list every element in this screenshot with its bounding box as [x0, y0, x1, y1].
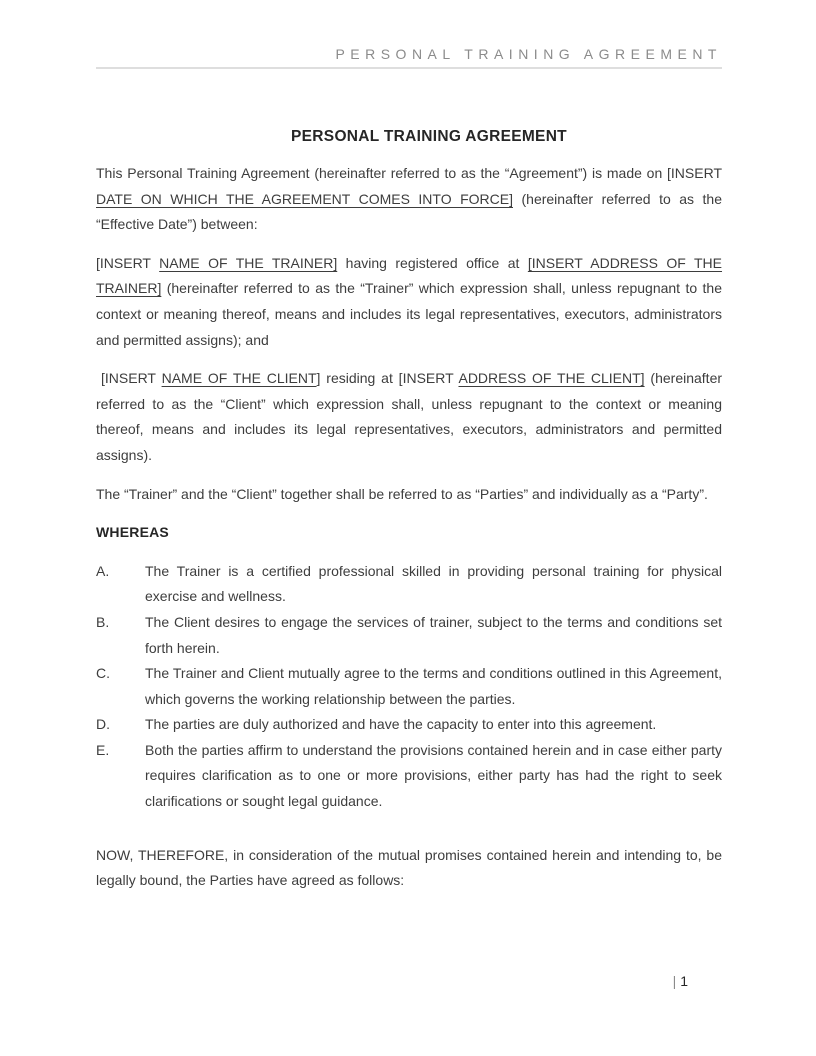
- text-run: This Personal Training Agreement (hereinafter referred to as the “Agreement”) is made on [INSERT: [96, 165, 722, 181]
- recital-list: [96, 559, 722, 815]
- recital-marker: C.: [96, 665, 110, 682]
- page-number-separator: |: [672, 973, 677, 989]
- recital-text: The Trainer and Client mutually agree to the terms and conditions outlined in this Agreement, which governs the working relationship between the parties.: [145, 665, 722, 707]
- recital-item-a: [96, 559, 722, 610]
- page-number-value: 1: [680, 973, 688, 989]
- recital-item-d: [96, 712, 722, 738]
- recital-marker: B.: [96, 613, 110, 630]
- running-header: PERSONAL TRAINING AGREEMENT: [335, 46, 722, 62]
- recital-marker: A.: [96, 562, 110, 579]
- text-run: having registered office at: [337, 254, 528, 271]
- text-run: (hereinafter referred to as the “Effective Date”) between:: [96, 190, 722, 233]
- page-number: [673, 973, 688, 989]
- recital-text: The parties are duly authorized and have the capacity to enter into this agreement.: [145, 716, 657, 733]
- recital-item-b: [96, 610, 722, 661]
- paragraph-client-party: [96, 366, 722, 468]
- recital-text: The Client desires to engage the services of trainer, subject to the terms and conditions set forth herein.: [145, 613, 722, 656]
- text-run: (hereinafter referred to as the “Trainer” which expression shall, unless repugnant to the context or meaning thereof, means and includes its legal representatives, executors, administrators and permitted assigns); and: [96, 280, 722, 348]
- recital-text: Both the parties affirm to understand the provisions contained herein and in case either party requires clarification as to one or more provisions, either party has had the right to seek clarifications or sought legal guidance.: [145, 741, 722, 810]
- text-run: [INSERT: [101, 370, 162, 387]
- paragraph-effective-date: [96, 161, 722, 238]
- insert-placeholder: [INSERT ADDRESS OF THE TRAINER]: [96, 254, 723, 297]
- recital-marker: E.: [96, 741, 110, 758]
- text-run: [INSERT: [96, 254, 160, 271]
- insert-placeholder: DATE ON WHICH THE AGREEMENT COMES INTO FORCE]: [96, 190, 513, 207]
- recital-marker: D.: [96, 716, 110, 733]
- text-run: (hereinafter referred to as the “Client” which expression shall, unless repugnant to the context or meaning thereof, means and includes its legal representatives, executors, administrators and permitted assigns).: [96, 370, 723, 463]
- paragraph-parties-definition: [96, 482, 722, 508]
- paragraph-trainer-party: [96, 251, 722, 353]
- text-run: ] residing at [INSERT: [316, 370, 459, 387]
- whereas-heading: WHEREAS: [96, 524, 169, 541]
- paragraph-now-therefore: NOW, THEREFORE, in consideration of the mutual promises contained herein and intending to, be legally bound, the Parties have agreed as follows:: [96, 846, 722, 889]
- text-run: The “Trainer” and the “Client” together shall be referred to as “Parties” and individually as a “Party”.: [96, 485, 708, 502]
- document-title: PERSONAL TRAINING AGREEMENT: [291, 128, 567, 145]
- document-body: [96, 0, 722, 894]
- recital-text: The Trainer is a certified professional skilled in providing personal training for physical exercise and wellness.: [145, 562, 722, 605]
- insert-placeholder: ADDRESS OF THE CLIENT]: [458, 370, 645, 387]
- insert-placeholder: NAME OF THE TRAINER]: [159, 254, 338, 271]
- recital-item-e: [96, 738, 722, 815]
- recital-item-c: [96, 661, 722, 712]
- insert-placeholder: NAME OF THE CLIENT: [161, 370, 317, 387]
